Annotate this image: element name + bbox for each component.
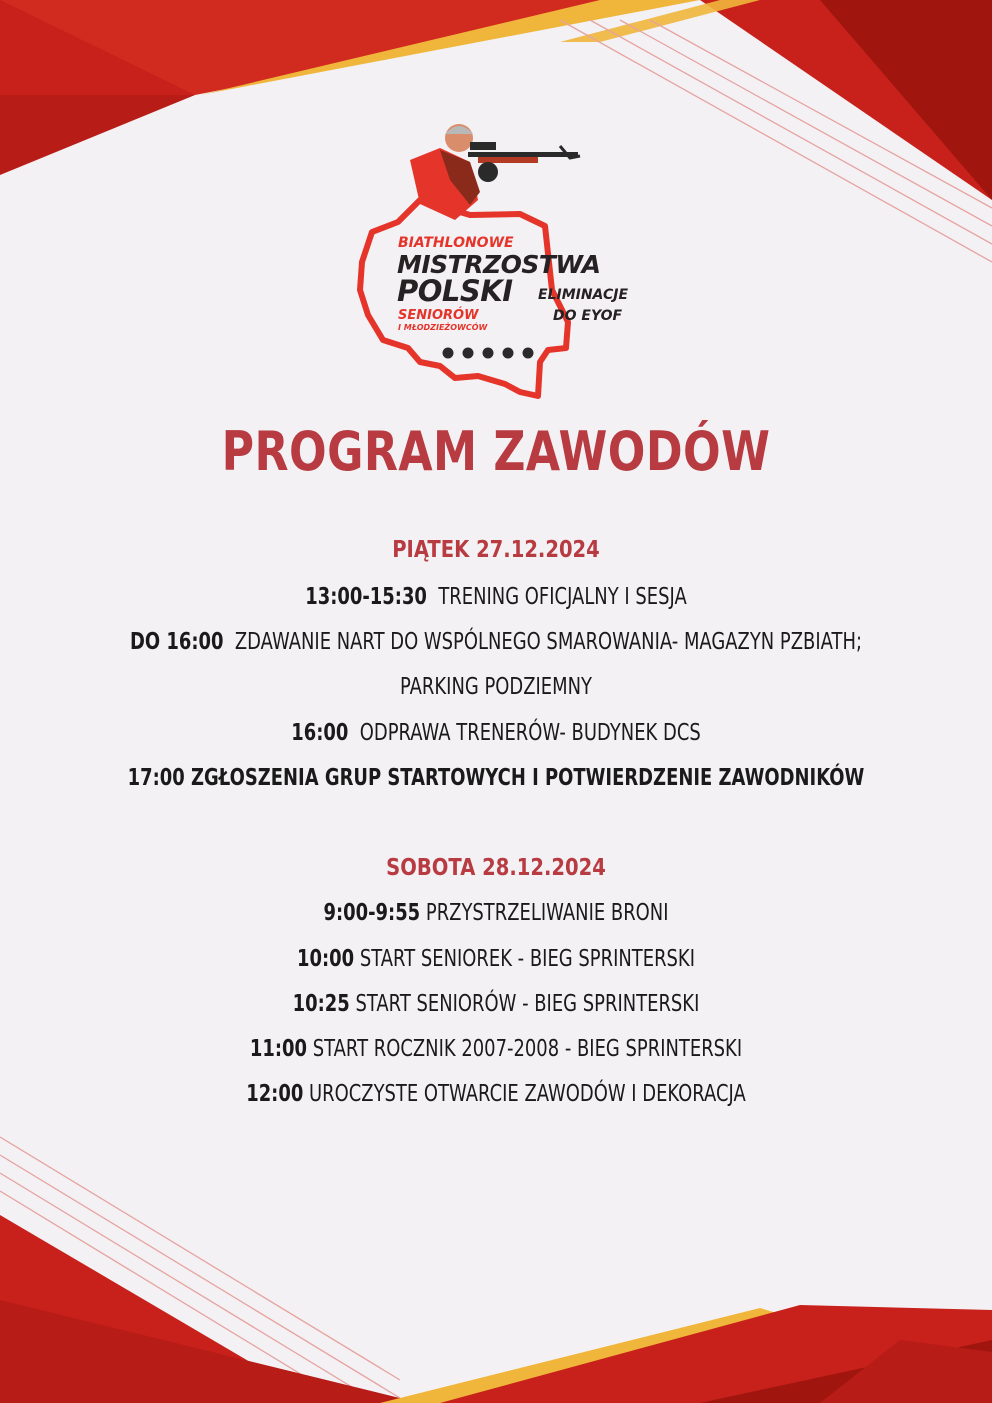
schedule-time: 17:00 bbox=[127, 765, 185, 791]
schedule-time: 11:00 bbox=[249, 1036, 307, 1062]
logo-line-polski: POLSKI bbox=[397, 274, 513, 308]
schedule-text: PARKING PODZIEMNY bbox=[399, 674, 593, 700]
schedule-row bbox=[109, 1036, 883, 1062]
schedule-text: ZDAWANIE NART DO WSPÓLNEGO SMAROWANIA- MAGAZYN PZBIATH; bbox=[234, 629, 863, 655]
day-heading-saturday: SOBOTA 28.12.2024 bbox=[386, 855, 606, 881]
schedule-time: 10:25 bbox=[292, 991, 350, 1017]
schedule-text: PRZYSTRZELIWANIE BRONI bbox=[425, 900, 669, 926]
schedule-row bbox=[109, 765, 883, 791]
day-heading-friday: PIĄTEK 27.12.2024 bbox=[392, 537, 600, 563]
schedule-text: START ROCZNIK 2007-2008 - BIEG SPRINTERSKI bbox=[312, 1036, 743, 1062]
schedule-row bbox=[109, 1081, 883, 1107]
schedule-time: 16:00 bbox=[291, 720, 349, 746]
page-title: PROGRAM ZAWODÓW bbox=[221, 420, 771, 483]
logo-line-mistrzostwa: MISTRZOSTWA bbox=[397, 250, 601, 279]
schedule-text: ODPRAWA TRENERÓW- BUDYNEK DCS bbox=[359, 720, 701, 746]
schedule-row bbox=[109, 900, 883, 926]
schedule-time: 13:00-15:30 bbox=[305, 584, 427, 610]
schedule-row bbox=[109, 991, 883, 1017]
logo-line-mlodziezowcow: I MŁODZIEŻOWCÓW bbox=[398, 323, 488, 332]
schedule-text: START SENIOREK - BIEG SPRINTERSKI bbox=[359, 946, 695, 972]
schedule-text: START SENIORÓW - BIEG SPRINTERSKI bbox=[355, 991, 700, 1017]
schedule-text: TRENING OFICJALNY I SESJA bbox=[438, 584, 687, 610]
schedule-time: 9:00-9:55 bbox=[323, 900, 421, 926]
logo-line-biathlonowe: BIATHLONOWE bbox=[398, 235, 514, 251]
schedule-row bbox=[109, 720, 883, 746]
schedule-time: 10:00 bbox=[297, 946, 355, 972]
schedule-row bbox=[109, 584, 883, 610]
schedule-text: UROCZYSTE OTWARCIE ZAWODÓW I DEKORACJA bbox=[309, 1081, 746, 1107]
schedule-row-continuation bbox=[109, 674, 883, 700]
schedule-text: ZGŁOSZENIA GRUP STARTOWYCH I POTWIERDZENIE ZAWODNIKÓW bbox=[190, 765, 865, 791]
schedule-row bbox=[109, 946, 883, 972]
logo-tag-eyof: DO EYOF bbox=[553, 308, 623, 324]
schedule-row bbox=[109, 629, 883, 655]
logo-line-seniorow: SENIORÓW bbox=[398, 308, 479, 323]
schedule-time: 12:00 bbox=[246, 1081, 304, 1107]
logo-tag-eliminacje: ELIMINACJE bbox=[538, 287, 629, 303]
schedule-time: DO 16:00 bbox=[129, 629, 224, 655]
